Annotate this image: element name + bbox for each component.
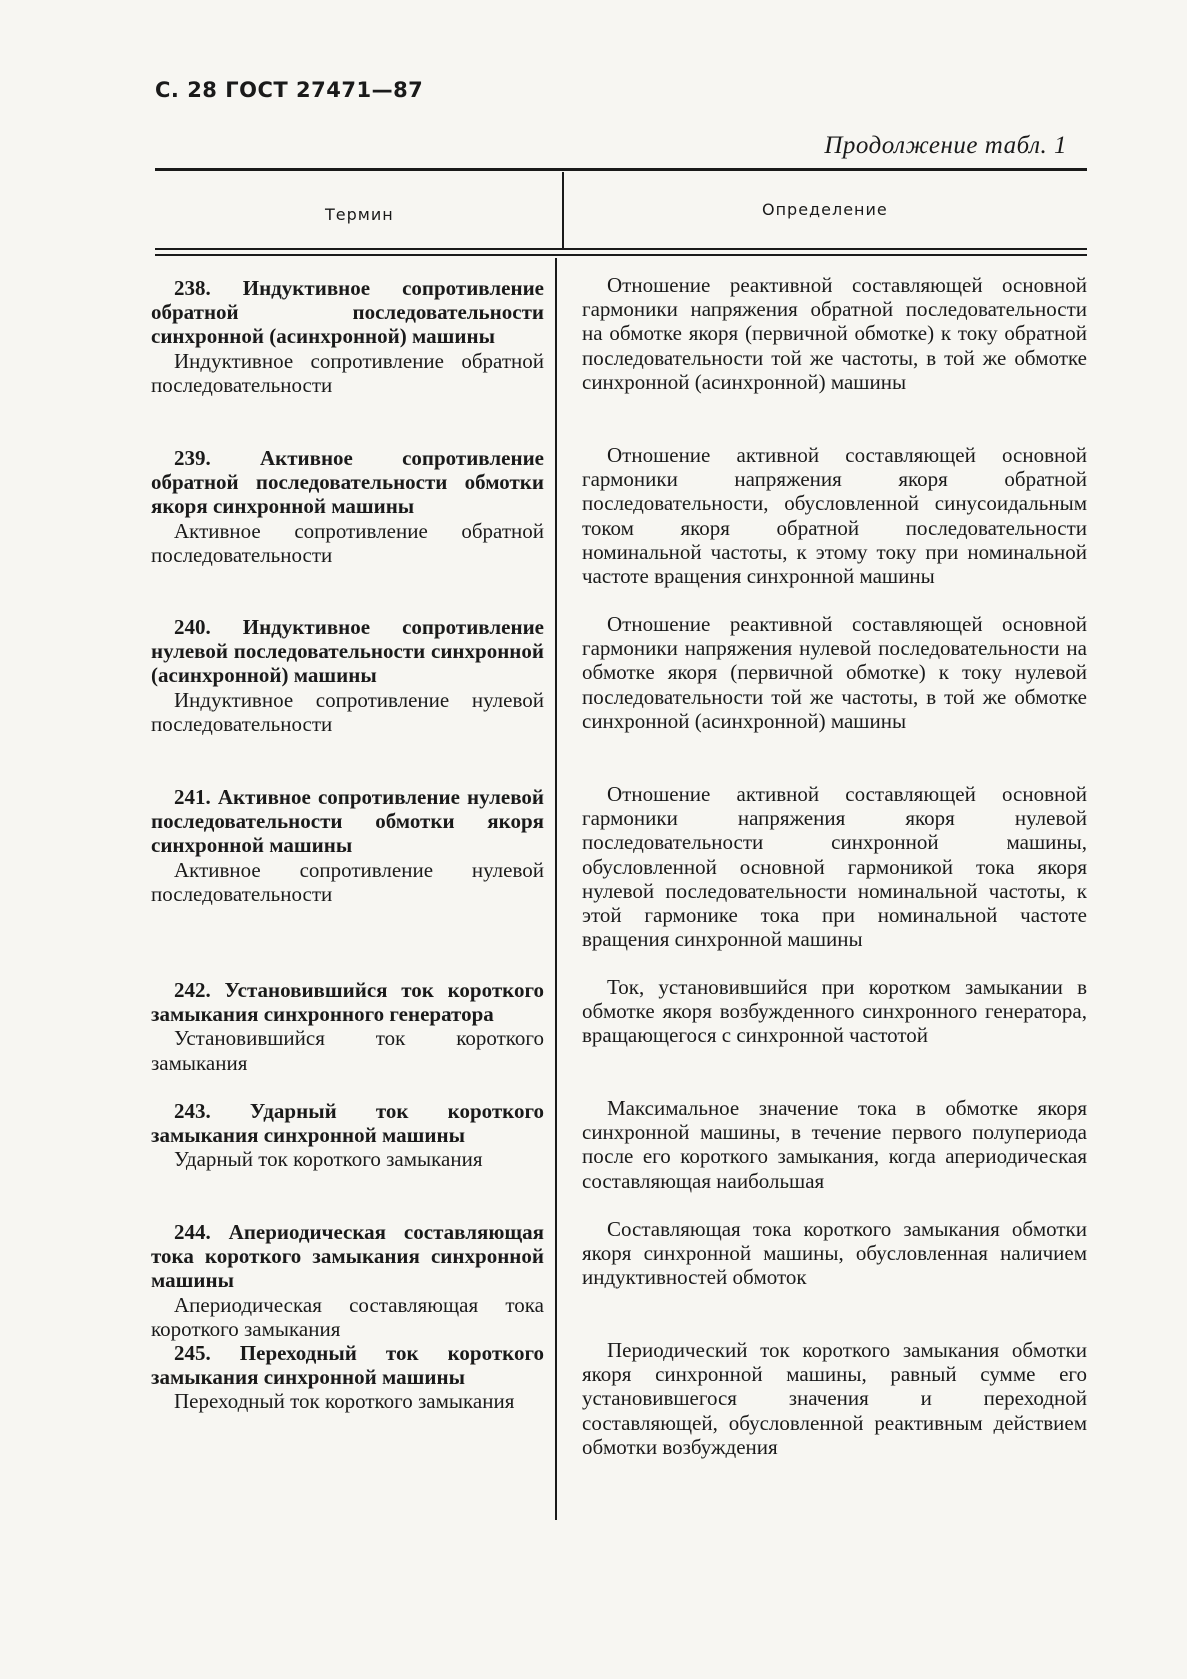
- term-cell: [151, 1099, 544, 1172]
- term-name: 240. Индуктивное сопротивление нулевой последовательности синхронной (асинхронной) машины: [151, 615, 544, 688]
- definition-cell: Отношение активной составляющей основной гармоники напряжения якоря обратной последовательности, обусловленной синусоидальным током якоря обратной последовательности номинальной частоты, к этому току при номинальной частоте вращения синхронной машины: [582, 443, 1087, 589]
- term-name: 241. Активное сопротивление нулевой последовательности обмотки якоря синхронной машины: [151, 785, 544, 858]
- term-short: Индуктивное сопротивление нулевой последовательности: [151, 687, 544, 736]
- term-short: Установившийся ток короткого замыкания: [151, 1026, 544, 1075]
- term-name: 245. Переходный ток короткого замыкания синхронной машины: [151, 1341, 544, 1390]
- term-name: 244. Апериодическая составляющая тока короткого замыкания синхронной машины: [151, 1220, 544, 1293]
- term-name: 242. Установившийся ток короткого замыкания синхронного генератора: [151, 978, 544, 1027]
- term-cell: [151, 1220, 544, 1341]
- term-short: Апериодическая составляющая тока короткого замыкания: [151, 1292, 544, 1341]
- definition-cell: Ток, установившийся при коротком замыкании в обмотке якоря возбужденного синхронного генератора, вращающегося с синхронной частотой: [582, 975, 1087, 1048]
- definition-cell: Отношение реактивной составляющей основной гармоники напряжения нулевой последовательности на обмотке якоря (первичной обмотке) к току нулевой последовательности той же частоты, в той же обмотке синхронной (асинхронной) машины: [582, 612, 1087, 733]
- term-short: Индуктивное сопротивление обратной последовательности: [151, 348, 544, 397]
- term-short: Переходный ток короткого замыкания: [174, 1389, 515, 1414]
- header-column-divider: [562, 172, 564, 248]
- term-cell: [151, 978, 544, 1075]
- body-column-divider: [555, 258, 557, 1520]
- term-name: 243. Ударный ток короткого замыкания синхронной машины: [151, 1099, 544, 1148]
- term-name: 239. Активное сопротивление обратной последовательности обмотки якоря синхронной машины: [151, 446, 544, 519]
- definition-cell: Периодический ток короткого замыкания обмотки якоря синхронной машины, равный сумме его установившегося значения и переходной составляющей, обусловленной реактивным действием обмотки возбуждения: [582, 1338, 1087, 1459]
- table-continuation-label: Продолжение табл. 1: [824, 132, 1067, 159]
- term-short: Активное сопротивление обратной последовательности: [151, 518, 544, 567]
- term-short: Активное сопротивление нулевой последовательности: [151, 857, 544, 906]
- column-header-definition: Определение: [762, 200, 888, 219]
- definition-cell: Составляющая тока короткого замыкания обмотки якоря синхронной машины, обусловленная наличием индуктивностей обмоток: [582, 1217, 1087, 1290]
- term-name: 238. Индуктивное сопротивление обратной последовательности синхронной (асинхронной) машины: [151, 276, 544, 349]
- definition-cell: Максимальное значение тока в обмотке якоря синхронной машины, в течение первого полупериода после его короткого замыкания, когда апериодическая составляющая наибольшая: [582, 1096, 1087, 1193]
- term-short: Ударный ток короткого замыкания: [174, 1147, 483, 1172]
- definition-cell: Отношение активной составляющей основной гармоники напряжения якоря нулевой последовательности синхронной машины, обусловленной основной гармоникой тока якоря нулевой последовательности номинальной частоты, к этой гармонике тока при номинальной частоте вращения синхронной машины: [582, 782, 1087, 952]
- page-header: С. 28 ГОСТ 27471—87: [155, 78, 424, 102]
- term-cell: [151, 615, 544, 736]
- term-cell: [151, 785, 544, 906]
- column-header-term: Термин: [325, 205, 394, 224]
- table-top-rule: [155, 168, 1087, 171]
- term-cell: [151, 276, 544, 397]
- term-cell: [151, 1341, 544, 1414]
- definition-cell: Отношение реактивной составляющей основной гармоники напряжения обратной последовательности на обмотке якоря (первичной обмотке) к току обратной последовательности той же частоты, в той же обмотке синхронной (асинхронной) машины: [582, 273, 1087, 394]
- term-cell: [151, 446, 544, 567]
- header-bottom-rule-double: [155, 254, 1087, 256]
- header-bottom-rule: [155, 248, 1087, 250]
